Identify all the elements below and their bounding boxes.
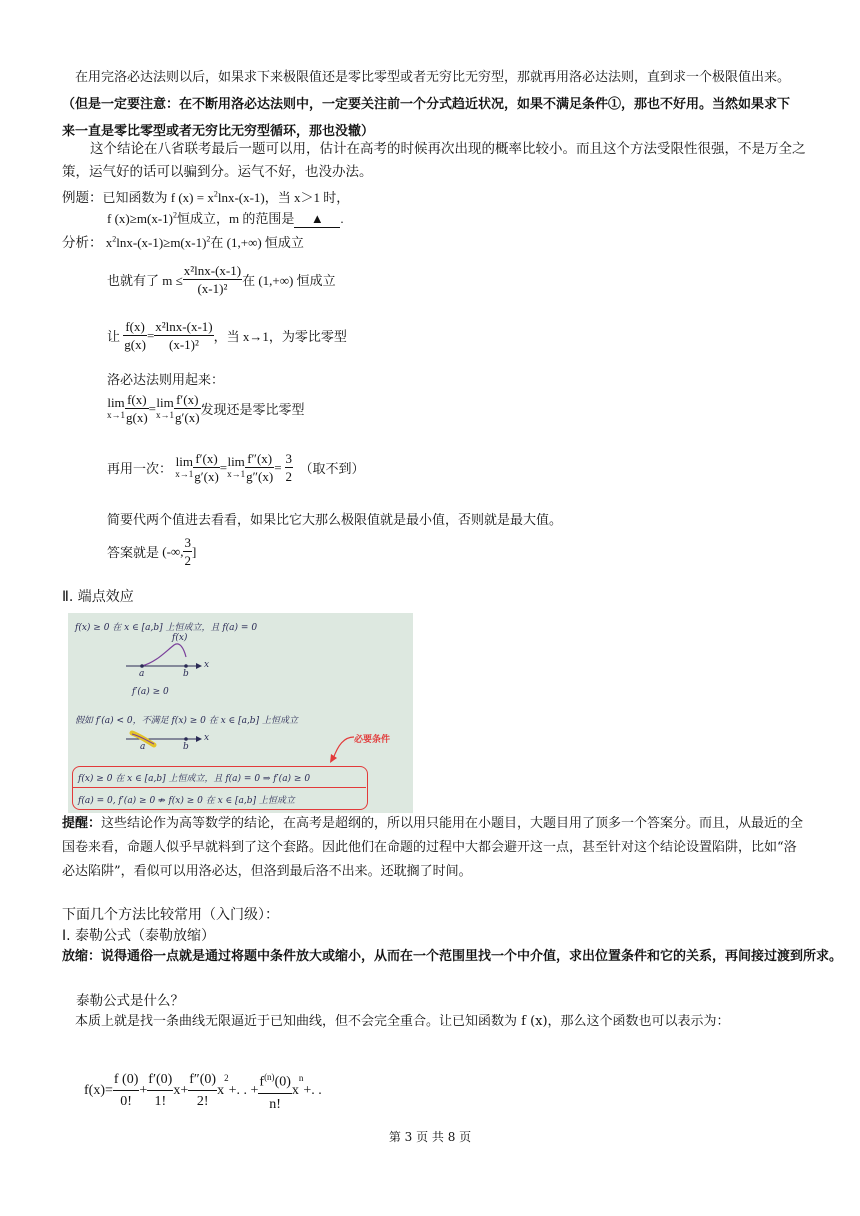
step4-eq: =	[148, 400, 157, 416]
step4-num2: f′(x)	[174, 391, 201, 409]
fig-note: 必要条件	[354, 735, 391, 745]
example-sup-2: 2	[172, 210, 177, 220]
step5-suffix: （取不到）	[299, 461, 365, 476]
taylor-t2-den: 2!	[196, 1094, 209, 1110]
step5-fraction-2	[245, 450, 274, 485]
step-5	[107, 450, 365, 485]
fig-label-x: x	[204, 660, 210, 670]
fig-line-2: 假如 f′(a) < 0，不满足 f(x) ≥ 0 在 x ∈ [a,b] 上恒成立	[75, 716, 298, 726]
taylor-t2-sup: 2	[224, 1073, 229, 1083]
step5-num1: f′(x)	[193, 450, 220, 468]
intro-paragraph	[62, 64, 802, 145]
step2-rden: (x-1)²	[169, 337, 199, 352]
example-sup: 2	[213, 189, 218, 199]
analysis-label: 分析：	[62, 235, 103, 251]
taylor-t1-var: x+	[173, 1082, 189, 1098]
fig-curve-label: f(x)	[172, 633, 188, 643]
answer-den: 2	[184, 553, 191, 568]
step1-suffix: 在 (1,+∞) 恒成立	[242, 273, 336, 288]
taylor-tn-num2: (0)	[274, 1074, 291, 1090]
fig-line-1: f(x) ≥ 0 在 x ∈ [a,b] 上恒成立，且 f(a) = 0	[75, 623, 258, 633]
example-text-b: lnx-(x-1)，当 x＞1 时，	[217, 190, 350, 205]
fig-note-arrow	[333, 737, 354, 759]
lim-sub-4: x→1	[227, 468, 246, 479]
step1-prefix: 也就有了 m ≤	[107, 273, 183, 288]
step2-suffix: ，当 x→1，为零比零型	[213, 329, 347, 344]
step2-lnum: f(x)	[123, 318, 147, 336]
taylor-term-2	[188, 1069, 217, 1112]
lim-2	[156, 396, 174, 422]
step3-text: 洛必达法则用起来：	[107, 372, 225, 387]
intro-warning: （但是一定要注意：在不断用洛必达法则中，一定要关注前一个分式趋近状况，如果不满足条件①，那也不好用。当然如果求下来一直是零比零型或者无穷比无穷型循环，那也没辙）	[62, 97, 791, 139]
analysis-ineq-b: lnx-(x-1)≥m(x-1)	[116, 235, 207, 250]
step1-num: x²lnx-(x-1)	[183, 263, 242, 278]
step2-eq: =	[146, 327, 155, 343]
step2-rnum: x²lnx-(x-1)	[155, 319, 213, 334]
step-2	[107, 318, 347, 353]
fig-curve	[142, 644, 186, 666]
taylor-t0-den: 0!	[120, 1094, 132, 1110]
page-footer: 第 3 页 共 8 页	[388, 1130, 472, 1144]
analysis-ineq-c: 在 (1,+∞) 恒成立	[210, 235, 304, 250]
step-3	[107, 369, 224, 388]
taylor-term-1	[147, 1069, 173, 1112]
analysis-line	[62, 231, 304, 251]
taylor-question: 泰勒公式是什么？	[76, 993, 184, 1009]
lim-word-2: lim	[156, 394, 174, 410]
step5-eq: =	[219, 459, 228, 475]
step4-suffix: 发现还是零比零型	[200, 402, 305, 417]
answer-prefix: 答案就是	[107, 545, 160, 560]
example-text-c: f (x)≥m(x-1)	[107, 211, 173, 226]
lim-sub: x→1	[107, 409, 125, 420]
taylor-formula	[84, 1067, 322, 1115]
taylor-lhs: f(x)=	[84, 1082, 113, 1098]
lim-sub-2: x→1	[156, 409, 175, 420]
step5-val-num: 3	[285, 451, 293, 466]
fig-point-b	[184, 664, 188, 668]
answer-open: (-∞,	[162, 543, 184, 559]
lim-word-4: lim	[227, 453, 245, 469]
example-text-a: 已知函数为 f (x) = x	[102, 190, 214, 205]
taylor-tn-varsup: n	[298, 1073, 304, 1083]
answer-line	[107, 534, 196, 569]
step2-fraction-right	[154, 318, 213, 353]
step4-den1: g(x)	[126, 410, 148, 425]
taylor-tn-var: x	[291, 1082, 299, 1098]
taylor-t1-den: 1!	[154, 1094, 167, 1110]
analysis-sup-2: 2	[206, 234, 211, 244]
tip-label: 提醒：	[62, 816, 102, 831]
blank-triangle-icon: ▲	[310, 211, 324, 226]
taylor-term-0	[113, 1069, 140, 1112]
fig-point-b-2	[184, 737, 188, 741]
analysis-sup: 2	[112, 234, 117, 244]
lim-1	[107, 396, 125, 422]
fig-box-line-1: f(x) ≥ 0 在 x ∈ [a,b] 上恒成立，且 f(a) = 0 ⇒ f′(a) ≥ 0	[78, 774, 311, 784]
analysis-ineq-a: x	[105, 235, 113, 250]
fig-arrow-1	[196, 663, 202, 669]
example-text-d: 恒成立，m 的范围是	[176, 211, 295, 226]
fig-label-b-2: b	[183, 742, 189, 752]
answer-num: 3	[184, 535, 191, 550]
tip-text: 这些结论作为高等数学的结论，在高考是超纲的，所以用只能用在小题目，大题目用了顶多一个答案分。而且，从最近的全国卷来看，命题人似乎早就料到了这个套路。因此他们在命题的过程中大都会避开这一点，甚至针对这个结论设置陷阱，比如“洛必达陷阱”，看似可以用洛必达，但洛到最后洛不出来。还耽搁了时间。	[62, 816, 804, 879]
fig-label-a-2: a	[140, 742, 146, 752]
taylor-dots: +. . +	[228, 1082, 259, 1098]
fig-label-a: a	[139, 669, 145, 679]
lim-sub-3: x→1	[175, 468, 194, 479]
taylor-tail: +. .	[303, 1082, 322, 1098]
step5-eq-2: =	[274, 459, 282, 475]
endpoint-effect-figure	[68, 613, 413, 813]
step5-fraction-1	[193, 450, 220, 485]
lim-word: lim	[107, 394, 125, 410]
taylor-tn-den: n!	[269, 1096, 281, 1112]
step1-fraction	[183, 262, 242, 297]
example-label: 例题：	[62, 190, 103, 206]
step4-fraction-2	[174, 391, 201, 426]
step5-num2: f″(x)	[245, 450, 274, 468]
answer-blank	[294, 211, 340, 228]
scaling-paragraph	[62, 945, 850, 968]
taylor-tn-sup: (n)	[264, 1072, 275, 1082]
section-2-title: Ⅱ. 端点效应	[62, 589, 134, 605]
fig-label-x-2: x	[204, 733, 210, 743]
step5-value	[285, 450, 294, 485]
step5-prefix: 再用一次：	[107, 461, 173, 476]
lim-word-3: lim	[175, 453, 193, 469]
example-line-2	[107, 208, 344, 228]
answer-close: ]	[191, 543, 197, 559]
taylor-t1-num: f′(0)	[147, 1069, 173, 1091]
step2-fraction-left	[123, 318, 147, 353]
fig-label-b: b	[183, 669, 189, 679]
section-1-title: Ⅰ. 泰勒公式（泰勒放缩）	[62, 928, 216, 944]
step5-den2: g″(x)	[246, 469, 274, 484]
conclusion-text: 这个结论在八省联考最后一题可以用，估计在高考的时候再次出现的概率比较小。而且这个方法受限性很强，不是万全之策，运气好的话可以骗到分。运气不好，也没办法。	[62, 141, 806, 180]
taylor-plus: +	[139, 1082, 148, 1098]
fig-note-arrowhead	[330, 754, 337, 763]
step6-text: 简要代两个值进去看看，如果比它大那么极限值就是最小值，否则就是最大值。	[107, 512, 563, 527]
methods-title: 下面几个方法比较常用（入门级）：	[62, 907, 279, 923]
step4-fraction-1	[125, 391, 149, 426]
step2-prefix: 让	[107, 329, 121, 344]
scaling-text: 说得通俗一点就是通过将题中条件放大或缩小，从而在一个范围里找一个中介值，求出位置条件和它的关系，再间接过渡到所求。	[101, 949, 843, 964]
step5-den1: g′(x)	[194, 469, 219, 484]
step4-den2: g′(x)	[175, 410, 200, 425]
taylor-description	[62, 1010, 804, 1033]
taylor-desc-text: 本质上就是找一条曲线无限逼近于已知曲线，但不会完全重合。让已知函数为 f (x)，那么这个函数也可以表示为：	[75, 1014, 730, 1029]
fig-cond-1: f′(a) ≥ 0	[132, 687, 169, 697]
conclusion-paragraph	[62, 138, 807, 184]
taylor-t2-num: f″(0)	[188, 1069, 217, 1091]
tip-paragraph	[62, 812, 804, 884]
step1-den: (x-1)²	[197, 281, 228, 296]
taylor-t0-num: f (0)	[113, 1069, 140, 1091]
answer-fraction	[183, 534, 192, 569]
fig-point-a	[140, 664, 144, 668]
example-line-1	[62, 186, 349, 206]
scaling-label: 放缩：	[62, 949, 102, 964]
taylor-t2-var: x	[217, 1082, 225, 1098]
step-6	[107, 509, 562, 528]
taylor-term-n	[258, 1067, 292, 1115]
fig-arrow-2	[196, 736, 202, 742]
step2-lden: g(x)	[124, 337, 146, 352]
intro-text: 在用完洛必达法则以后，如果求下来极限值还是零比零型或者无穷比无穷型，那就再用洛必达法则，直到求一个极限值出来。	[75, 70, 791, 85]
step5-val-den: 2	[285, 469, 293, 484]
step-4	[107, 391, 305, 426]
lim-4	[227, 455, 245, 481]
example-end: .	[340, 211, 344, 226]
fig-box-line-2: f(a) = 0, f′(a) ≥ 0 ⇏ f(x) ≥ 0 在 x ∈ [a,b] 上恒成立	[78, 796, 295, 806]
lim-3	[175, 455, 193, 481]
taylor-tn-num: f	[259, 1074, 265, 1090]
step4-num1: f(x)	[125, 391, 149, 409]
step-1	[107, 262, 336, 297]
fig-red-separator	[72, 787, 366, 788]
